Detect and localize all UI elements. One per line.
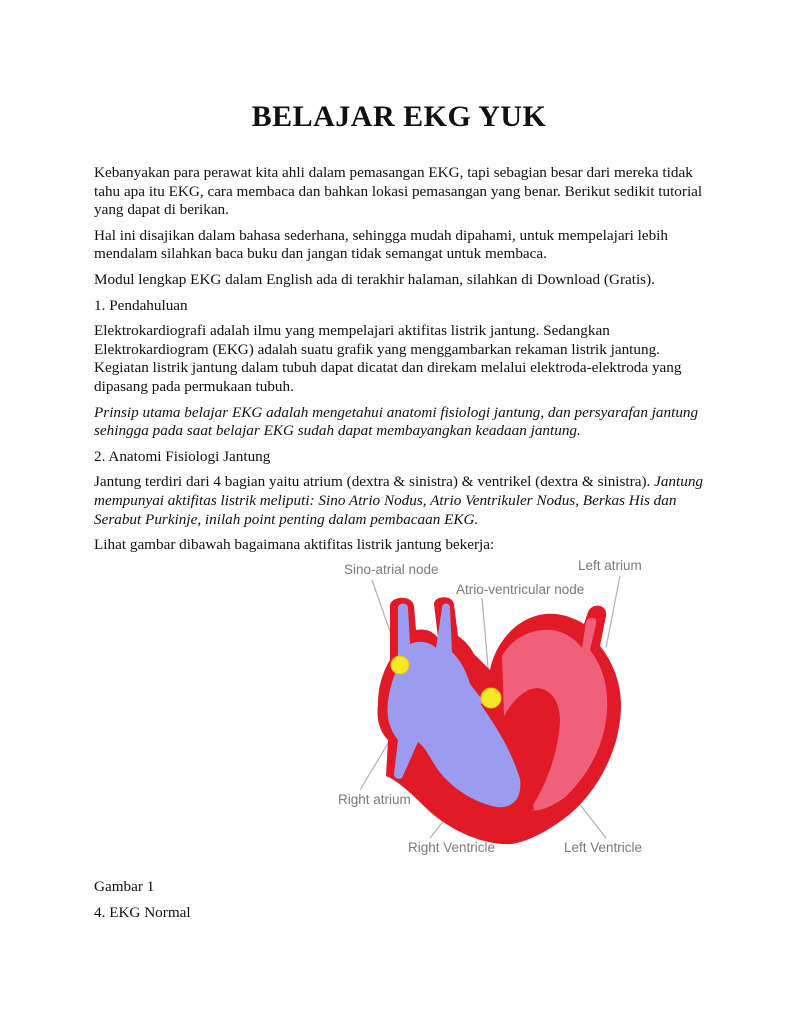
section-heading-ekg-normal: 4. EKG Normal [94, 904, 191, 921]
page-title: BELAJAR EKG YUK [251, 100, 547, 133]
label-av-node: Atrio-ventricular node [456, 582, 585, 597]
jantung-text: Jantung terdiri dari 4 bagian yaitu atrium (dextra & sinistra) & ventrikel (dextra & sinistra). [94, 473, 651, 491]
section-heading-pendahuluan: 1. Pendahuluan [94, 296, 188, 314]
label-right-atrium: Right atrium [338, 792, 411, 807]
label-left-atrium: Left atrium [578, 558, 642, 573]
av-node-marker [481, 688, 501, 708]
label-right-ventricle: Right Ventricle [408, 840, 496, 855]
body-text [94, 164, 704, 562]
paragraph-jantung [94, 473, 704, 529]
section-heading-anatomi: 2. Anatomi Fisiologi Jantung [94, 447, 271, 465]
italic-aktifitas: Jantung mempunyai aktifitas listrik meliputi: Sino Atrio Nodus, Atrio Ventrikuler Nodus, Berkas His dan Serabut Purkinje, inilah point penting dalam pembacaan EKG. [94, 473, 704, 528]
leader-right-atrium [360, 740, 390, 790]
label-left-ventricle: Left Ventricle [564, 840, 643, 855]
paragraph-lihat-gambar: Lihat gambar dibawah bagaimana aktifitas listrik jantung bekerja: [94, 536, 495, 554]
italic-prinsip: Prinsip utama belajar EKG adalah mengetahui anatomi fisiologi jantung, dan persyarafan jantung sehingga pada saat belajar EKG sudah dapat membayangkan keadaan jantung. [94, 403, 699, 440]
paragraph-intro: Kebanyakan para perawat kita ahli dalam pemasangan EKG, tapi sebagian besar dari mereka tidak tahu apa itu EKG, cara membaca dan bahkan lokasi pemasangan yang benar. Berikut sedikit tutorial yang dapat di berikan. [94, 164, 703, 219]
label-sa-node: Sino-atrial node [344, 562, 439, 577]
sa-node-marker [391, 656, 409, 674]
paragraph-download: Modul lengkap EKG dalam English ada di terakhir halaman, silahkan di Download (Gratis). [94, 270, 655, 288]
paragraph-simple: Hal ini disajikan dalam bahasa sederhana, sehingga mudah dipahami, untuk mempelajari lebih mendalam silahkan baca buku dan jangan tidak semangat untuk membaca. [94, 226, 668, 263]
heart-diagram [334, 552, 650, 858]
paragraph-prinsip [94, 404, 704, 441]
figure-caption: Gambar 1 [94, 878, 155, 895]
leader-left-atrium [606, 576, 620, 648]
paragraph-elektrokardiografi: Elektrokardiografi adalah ilmu yang mempelajari aktifitas listrik jantung. Sedangkan Elektrokardiogram (EKG) adalah suatu grafik yang menggambarkan rekaman listrik jantung. Kegiatan listrik jantung dalam tubuh dapat dicatat dan direkam melalui elektroda-elektroda yang dipasang pada permukaan tubuh. [94, 322, 682, 395]
